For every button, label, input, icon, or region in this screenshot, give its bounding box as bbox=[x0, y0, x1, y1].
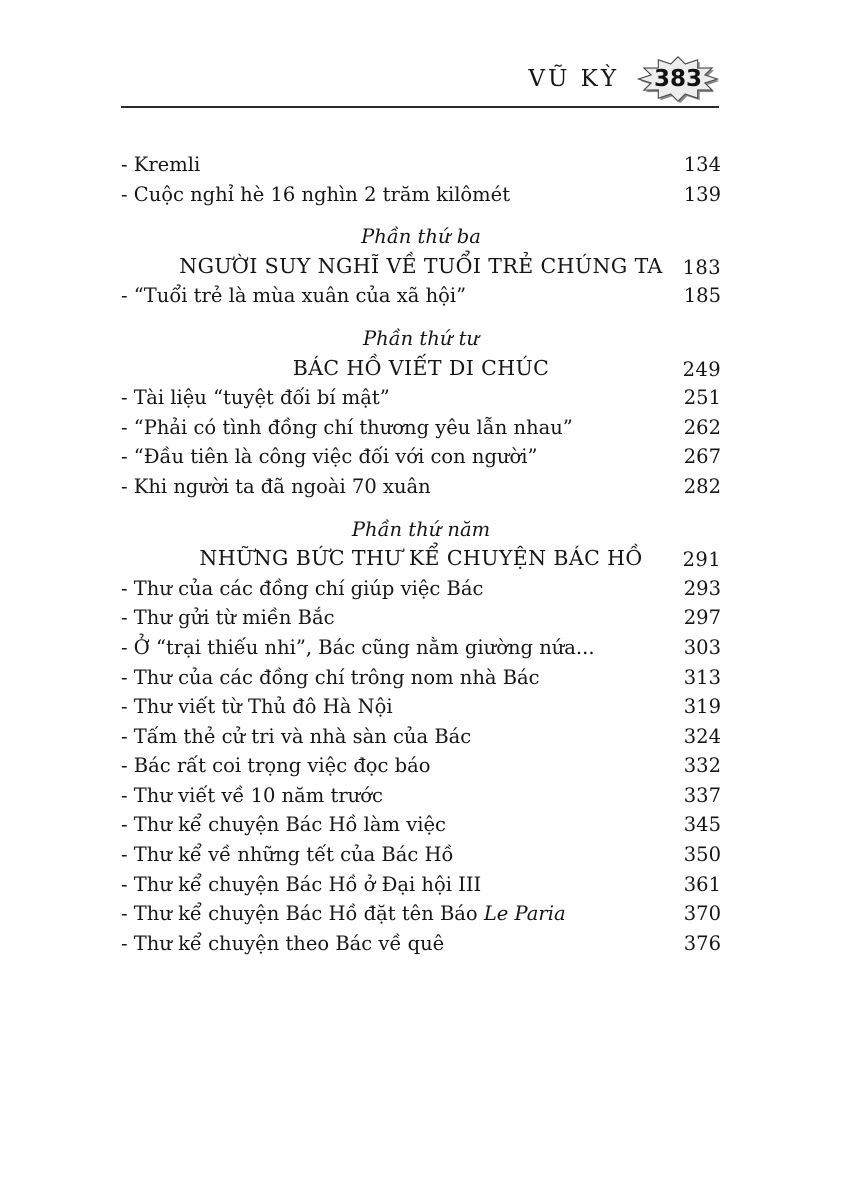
toc-item-text bbox=[121, 781, 669, 811]
toc-entry-row bbox=[121, 383, 721, 413]
toc-page-number: 345 bbox=[683, 813, 721, 837]
toc-page-number: 376 bbox=[683, 931, 721, 955]
toc-item-text bbox=[179, 254, 662, 278]
toc-entry-row bbox=[121, 870, 721, 900]
toc-page-number: 183 bbox=[682, 255, 721, 279]
toc-page-number: 267 bbox=[683, 445, 721, 469]
toc-item-text-main: - Bác rất coi trọng việc đọc báo bbox=[121, 754, 431, 778]
toc-page-number: 370 bbox=[683, 902, 721, 926]
toc-entry-row bbox=[121, 899, 721, 929]
toc-page-number: 139 bbox=[683, 182, 721, 206]
toc-item-text bbox=[121, 840, 669, 870]
toc-item-text-main: - Ở “trại thiếu nhi”, Bác cũng nằm giường nứa... bbox=[121, 635, 595, 659]
toc-item-text-main: - Thư viết về 10 năm trước bbox=[121, 783, 383, 807]
page-header bbox=[0, 54, 719, 104]
toc-item-text bbox=[293, 356, 550, 380]
toc-item-text-main: - Tấm thẻ cử tri và nhà sàn của Bác bbox=[121, 724, 472, 748]
toc-entry-row bbox=[121, 281, 721, 311]
running-title: VŨ KỲ bbox=[528, 66, 619, 92]
toc-item-text bbox=[121, 442, 669, 472]
page-number: 383 bbox=[653, 66, 702, 92]
toc-entry-row bbox=[121, 840, 721, 870]
toc-page-number: 350 bbox=[683, 843, 721, 867]
toc-entry-row bbox=[121, 413, 721, 443]
toc-item-text bbox=[199, 546, 642, 570]
toc-item-text bbox=[121, 751, 669, 781]
toc-item-text-main: - Cuộc nghỉ hè 16 nghìn 2 trăm kilômét bbox=[121, 182, 511, 206]
toc-page-number: 291 bbox=[682, 548, 721, 572]
toc-page-number: 185 bbox=[683, 284, 721, 308]
toc-item-text bbox=[121, 180, 669, 210]
toc-entry-row bbox=[121, 442, 721, 472]
toc-label-row bbox=[121, 222, 721, 252]
toc-entry-row bbox=[121, 633, 721, 663]
toc-item-text-main: - Thư kể chuyện Bác Hồ ở Đại hội III bbox=[121, 872, 482, 896]
toc-entry-row bbox=[121, 180, 721, 210]
toc-item-text bbox=[121, 413, 669, 443]
toc-item-text bbox=[121, 663, 669, 693]
toc-title-row bbox=[121, 354, 721, 384]
toc-item-text bbox=[363, 327, 479, 350]
toc-item-text-main: Phần thứ ba bbox=[361, 225, 481, 249]
toc-item-text bbox=[352, 518, 490, 541]
toc-item-text-main: - Thư của các đồng chí trông nom nhà Bác bbox=[121, 665, 540, 689]
toc-item-text-main: - “Đầu tiên là công việc đối với con người” bbox=[121, 445, 538, 469]
toc-item-text-main: NHỮNG BỨC THƯ KỂ CHUYỆN BÁC HỒ bbox=[199, 546, 643, 571]
toc-item-text bbox=[121, 603, 669, 633]
toc-entry-row bbox=[121, 722, 721, 752]
toc-page-number: 262 bbox=[683, 415, 721, 439]
toc-page-number: 303 bbox=[683, 635, 721, 659]
toc-entry-row bbox=[121, 150, 721, 180]
toc-item-text-main: NGƯỜI SUY NGHĨ VỀ TUỔI TRẺ CHÚNG TA bbox=[179, 253, 663, 278]
toc-item-text-main: - Thư viết từ Thủ đô Hà Nội bbox=[121, 695, 393, 719]
toc-page-number: 282 bbox=[683, 474, 721, 498]
toc-item-text bbox=[121, 383, 669, 413]
toc-item-text bbox=[121, 633, 669, 663]
toc-entry-row bbox=[121, 692, 721, 722]
toc-page-number: 293 bbox=[683, 576, 721, 600]
toc-title-row bbox=[121, 544, 721, 574]
toc-item-text bbox=[121, 472, 669, 502]
toc-item-text bbox=[121, 929, 669, 959]
toc-entry-row bbox=[121, 472, 721, 502]
toc-item-text-main: - Thư gửi từ miền Bắc bbox=[121, 606, 335, 630]
toc-item-text-main: - “Phải có tình đồng chí thương yêu lẫn nhau” bbox=[121, 415, 573, 439]
page-number-badge bbox=[637, 54, 719, 104]
toc-item-text-main: - Thư kể chuyện theo Bác về quê bbox=[121, 931, 445, 955]
toc-page-number: 249 bbox=[682, 357, 721, 381]
toc-item-text bbox=[121, 574, 669, 604]
toc-page-number: 134 bbox=[683, 153, 721, 176]
toc-item-text bbox=[121, 722, 669, 752]
toc-item-text bbox=[121, 810, 669, 840]
toc-page-number: 313 bbox=[683, 665, 721, 689]
toc-item-text-main: - Thư của các đồng chí giúp việc Bác bbox=[121, 576, 484, 600]
toc-entry-row bbox=[121, 929, 721, 959]
toc-entry-row bbox=[121, 574, 721, 604]
toc-item-text-main: Phần thứ tư bbox=[363, 326, 479, 350]
toc-page-number: 251 bbox=[683, 386, 721, 410]
toc-item-text-main: - Kremli bbox=[121, 153, 201, 176]
toc-label-row bbox=[121, 324, 721, 354]
toc-item-text bbox=[121, 281, 669, 311]
toc-page-number: 337 bbox=[683, 783, 721, 807]
toc-item-text bbox=[121, 899, 669, 929]
toc-item-text-main: - Thư kể về những tết của Bác Hồ bbox=[121, 843, 454, 867]
toc-item-text bbox=[361, 225, 481, 248]
toc-page-number: 324 bbox=[683, 724, 721, 748]
toc-list bbox=[121, 150, 721, 958]
toc-item-text-main: - Thư kể chuyện Bác Hồ đặt tên Báo bbox=[121, 902, 484, 926]
toc-item-text-main: - “Tuổi trẻ là mùa xuân của xã hội” bbox=[121, 284, 467, 308]
toc-item-text bbox=[121, 692, 669, 722]
toc-item-text-main: - Tài liệu “tuyệt đối bí mật” bbox=[121, 386, 390, 410]
toc-entry-row bbox=[121, 810, 721, 840]
toc-entry-row bbox=[121, 663, 721, 693]
toc-entry-row bbox=[121, 781, 721, 811]
toc-item-text bbox=[121, 150, 669, 180]
toc-page-number: 332 bbox=[683, 754, 721, 778]
header-rule bbox=[121, 106, 719, 108]
toc-entry-row bbox=[121, 751, 721, 781]
toc-page-number: 361 bbox=[683, 872, 721, 896]
toc-label-row bbox=[121, 515, 721, 545]
toc-item-text-main: - Khi người ta đã ngoài 70 xuân bbox=[121, 474, 431, 498]
toc-page-number: 319 bbox=[683, 695, 721, 719]
toc-item-text bbox=[121, 870, 669, 900]
toc-page-number: 297 bbox=[683, 606, 721, 630]
toc-item-text-italic: Le Paria bbox=[483, 902, 566, 926]
toc-entry-row bbox=[121, 603, 721, 633]
toc-item-text-main: BÁC HỒ VIẾT DI CHÚC bbox=[292, 355, 550, 380]
toc-item-text-main: - Thư kể chuyện Bác Hồ làm việc bbox=[121, 813, 446, 837]
toc-title-row bbox=[121, 252, 721, 282]
toc-item-text-main: Phần thứ năm bbox=[351, 517, 491, 541]
